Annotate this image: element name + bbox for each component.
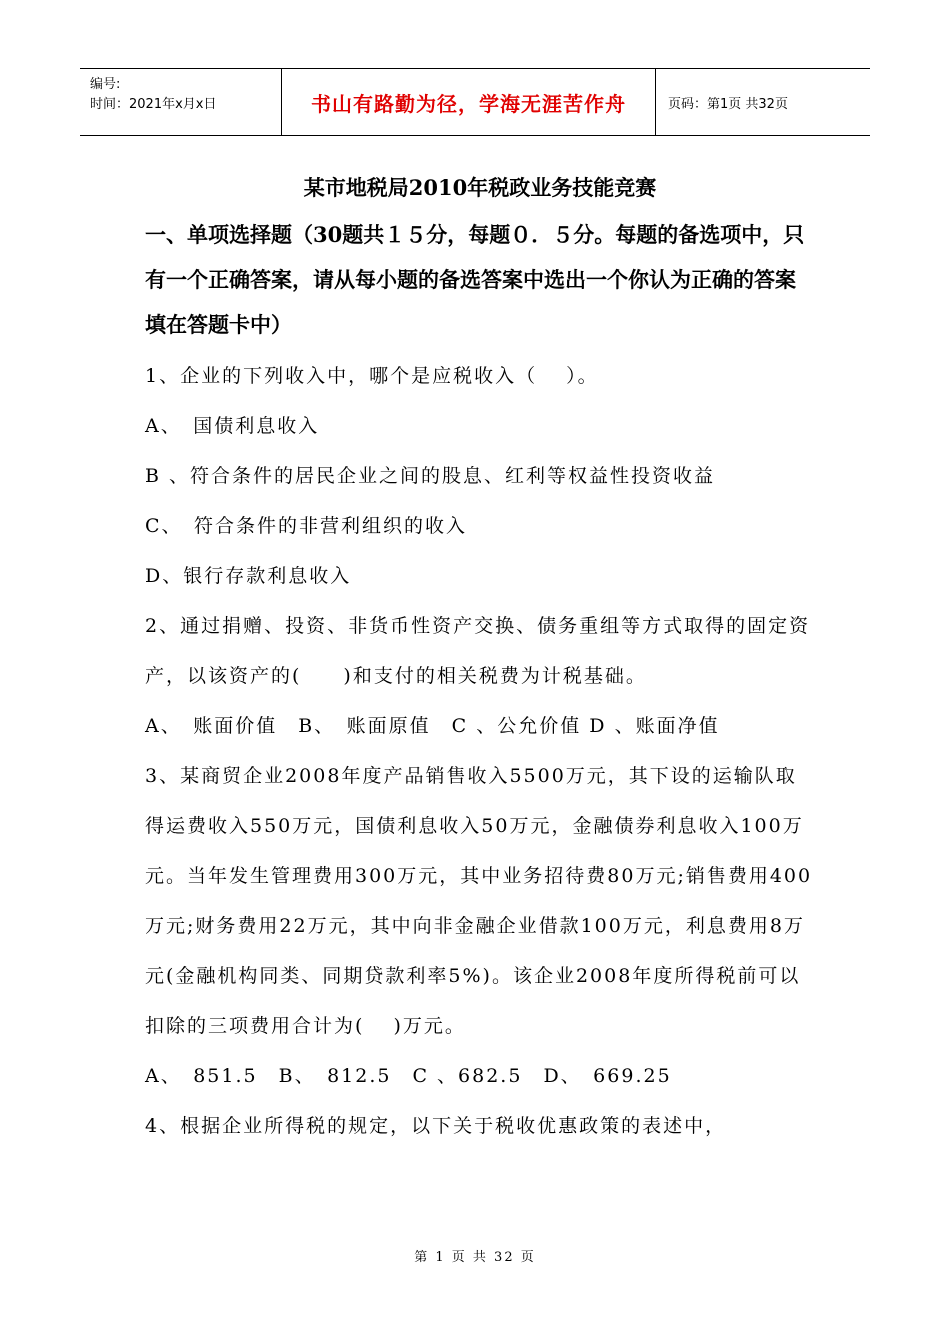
option-line: A、 851.5 B、 812.5 C 、682.5 D、 669.25 (145, 1065, 672, 1087)
question-line: 4、根据企业所得税的规定，以下关于税收优惠政策的表述中， (145, 1115, 727, 1137)
option-line: C、 符合条件的非营利组织的收入 (145, 515, 468, 537)
document-body (145, 160, 815, 1151)
option-line: A、 账面价值 B、 账面原值 C 、公允价值 D 、账面净值 (145, 715, 720, 737)
header-page-info (656, 69, 870, 135)
option-line: A、 国债利息收入 (145, 415, 320, 437)
header-motto-cell (281, 69, 656, 135)
page-info: 页码：第1页 共32页 (668, 96, 788, 112)
option-line: D、银行存款利息收入 (145, 565, 352, 587)
page-header (80, 68, 870, 136)
serial-label: 编号: (90, 77, 121, 92)
time-label: 时间：2021年x月x日 (90, 97, 217, 112)
header-meta (80, 69, 281, 135)
motto: 书山有路勤为径，学海无涯苦作舟 (311, 91, 626, 116)
option-line: B 、符合条件的居民企业之间的股息、红利等权益性投资收益 (145, 465, 716, 487)
page-footer: 第 1 页 共 32 页 (414, 1250, 536, 1265)
section-heading: 一、单项选择题（30题共１５分，每题０．５分。每题的备选项中，只有一个正确答案，请从每小题的备选答案中选出一个你认为正确的答案填在答题卡中） (145, 222, 805, 337)
question-line: 1、企业的下列收入中，哪个是应税收入（ ）。 (145, 365, 599, 387)
question-line: 3、某商贸企业2008年度产品销售收入5500万元，其下设的运输队取得运费收入550万元，国债利息收入50万元，金融债券利息收入100万元。当年发生管理费用300万元，其中业务招待费80万元;销售费用400万元;财务费用22万元，其中向非金融企业借款100万元，利息费用8万元(金融机构同类、同期贷款利率5%)。该企业2008年度所得税前可以扣除的三项费用合计为( )万元。 (145, 765, 813, 1037)
document-title: 某市地税局2010年税政业务技能竞赛 (303, 175, 657, 200)
question-line: 2、通过捐赠、投资、非货币性资产交换、债务重组等方式取得的固定资产，以该资产的( )和支付的相关税费为计税基础。 (145, 615, 811, 687)
